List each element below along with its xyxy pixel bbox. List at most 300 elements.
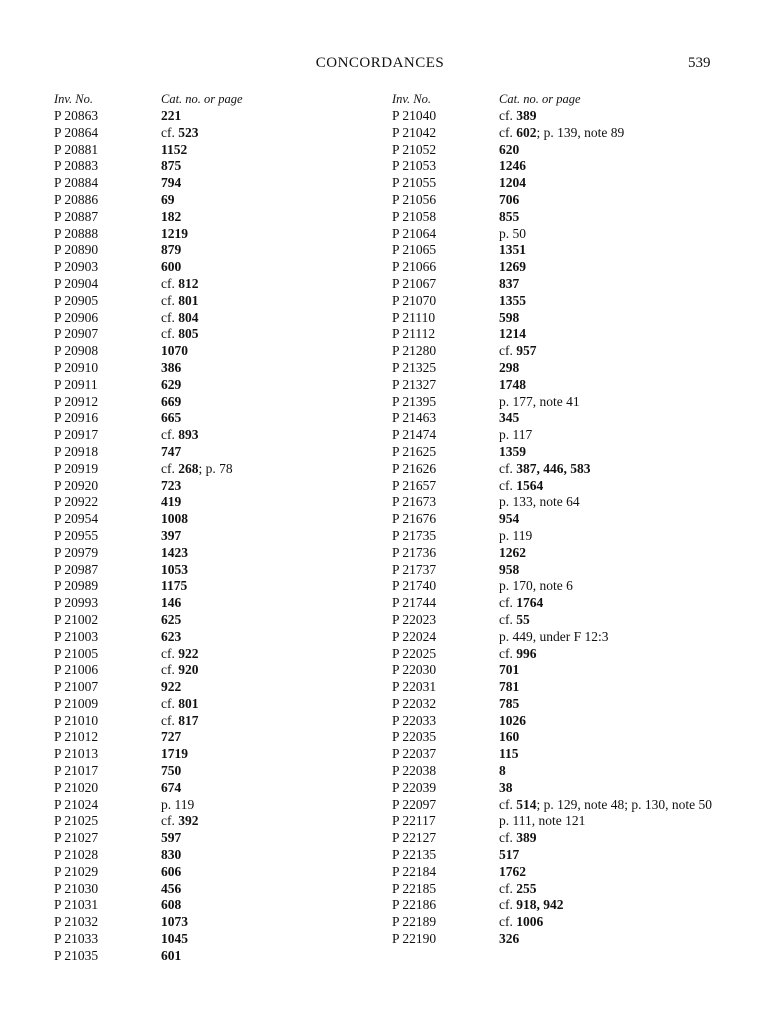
inv-number: P 20916 (54, 410, 99, 426)
table-row (392, 662, 722, 679)
table-row (392, 192, 722, 209)
catalogue-number: 389 (516, 108, 537, 123)
table-row (392, 259, 722, 276)
catalogue-reference (161, 528, 391, 545)
table-row (392, 142, 722, 159)
inv-number: P 21474 (392, 427, 437, 443)
inv-number: P 21112 (392, 326, 436, 342)
reference-text: cf. (161, 712, 179, 728)
table-row (54, 410, 384, 427)
inv-number: P 20918 (54, 443, 99, 459)
catalogue-reference (161, 595, 391, 612)
catalogue-number: 785 (499, 695, 520, 711)
catalogue-reference (161, 192, 391, 209)
reference-text: cf. (499, 645, 517, 661)
catalogue-reference (499, 142, 729, 159)
catalogue-number: 597 (161, 830, 182, 846)
table-row (54, 948, 384, 965)
catalogue-number: 268 (178, 460, 199, 476)
catalogue-reference (161, 897, 391, 914)
catalogue-reference (499, 360, 729, 377)
catalogue-number: 606 (161, 863, 182, 879)
catalogue-number: 1351 (499, 242, 526, 258)
reference-text: ; p. 78 (198, 460, 233, 476)
inv-number: P 21325 (392, 359, 437, 375)
catalogue-number: 1219 (161, 225, 188, 241)
table-row (392, 696, 722, 713)
catalogue-number: 146 (161, 595, 182, 611)
inv-number: P 21052 (392, 141, 437, 157)
catalogue-reference (499, 562, 729, 579)
catalogue-reference (499, 175, 729, 192)
reference-text: cf. (499, 880, 517, 896)
catalogue-number: 326 (499, 931, 520, 947)
inv-number: P 22184 (392, 863, 437, 879)
inv-number: P 22023 (392, 611, 437, 627)
inv-number: P 21030 (54, 880, 99, 896)
catalogue-number: 918, 942 (516, 897, 564, 913)
catalogue-reference (161, 679, 391, 696)
table-row (392, 125, 722, 142)
table-row (54, 427, 384, 444)
catalogue-number: 608 (161, 897, 182, 913)
table-row (392, 343, 722, 360)
inv-number: P 21031 (54, 897, 99, 913)
catalogue-reference (499, 847, 729, 864)
inv-number: P 22186 (392, 897, 437, 913)
inv-number: P 20908 (54, 343, 99, 359)
catalogue-number: 727 (161, 729, 182, 745)
catalogue-reference (499, 897, 729, 914)
inv-number: P 20979 (54, 544, 99, 560)
catalogue-number: 1359 (499, 443, 526, 459)
table-row (54, 226, 384, 243)
table-row (54, 897, 384, 914)
table-row (54, 595, 384, 612)
reference-text: cf. (161, 326, 179, 342)
inv-number: P 20863 (54, 108, 99, 123)
catalogue-reference (161, 847, 391, 864)
table-row (54, 478, 384, 495)
catalogue-reference (161, 478, 391, 495)
catalogue-number: 665 (161, 410, 182, 426)
inv-number: P 21033 (54, 931, 99, 947)
catalogue-reference (161, 545, 391, 562)
catalogue-number: 879 (161, 242, 182, 258)
catalogue-reference (499, 914, 729, 931)
catalogue-number: 922 (161, 679, 182, 695)
inv-number: P 21395 (392, 393, 437, 409)
catalogue-reference (161, 209, 391, 226)
catalogue-number: 830 (161, 847, 182, 863)
inv-number: P 21740 (392, 578, 437, 594)
table-row (54, 242, 384, 259)
catalogue-number: 1748 (499, 376, 526, 392)
catalogue-number: 389 (516, 830, 537, 846)
catalogue-reference (161, 259, 391, 276)
catalogue-reference (499, 310, 729, 327)
inv-number: P 20903 (54, 259, 99, 275)
catalogue-number: 781 (499, 679, 520, 695)
table-row (54, 125, 384, 142)
table-row (392, 729, 722, 746)
table-row (54, 545, 384, 562)
inv-number: P 20993 (54, 595, 99, 611)
catalogue-reference (499, 729, 729, 746)
catalogue-number: 1262 (499, 544, 526, 560)
inv-number: P 20904 (54, 275, 99, 291)
catalogue-reference (161, 394, 391, 411)
inv-number: P 22135 (392, 847, 437, 863)
inv-number: P 21020 (54, 779, 99, 795)
left-column (54, 92, 384, 965)
inv-number: P 20955 (54, 527, 99, 543)
table-row (392, 511, 722, 528)
catalogue-reference (161, 713, 391, 730)
table-row (54, 293, 384, 310)
table-row (392, 713, 722, 730)
catalogue-number: 8 (499, 763, 506, 779)
catalogue-number: 1204 (499, 175, 526, 191)
catalogue-reference (499, 293, 729, 310)
reference-text: cf. (499, 343, 517, 359)
catalogue-reference (499, 192, 729, 209)
catalogue-number: 837 (499, 275, 520, 291)
table-row (392, 310, 722, 327)
inv-number: P 21737 (392, 561, 437, 577)
table-row (54, 108, 384, 125)
inv-number: P 21012 (54, 729, 99, 745)
table-row (392, 931, 722, 948)
inv-number: P 21657 (392, 477, 437, 493)
table-row (54, 713, 384, 730)
catalogue-reference (161, 830, 391, 847)
table-row (54, 847, 384, 864)
catalogue-reference (161, 377, 391, 394)
catalogue-number: 1152 (161, 141, 188, 157)
inv-number: P 21025 (54, 813, 99, 829)
table-row (54, 276, 384, 293)
catalogue-reference (499, 813, 729, 830)
inv-number: P 20890 (54, 242, 99, 258)
reference-text: cf. (161, 292, 179, 308)
inv-number: P 20887 (54, 208, 99, 224)
inv-number: P 21625 (392, 443, 437, 459)
table-row (392, 830, 722, 847)
catalogue-number: 620 (499, 141, 520, 157)
table-row (54, 394, 384, 411)
catalogue-number: 1070 (161, 343, 188, 359)
inv-number: P 21028 (54, 847, 99, 863)
reference-text: ; p. 129, note 48; p. 130, note 50 (536, 796, 712, 812)
table-row (54, 729, 384, 746)
inv-number: P 20905 (54, 292, 99, 308)
inv-number: P 21040 (392, 108, 437, 123)
catalogue-number: 922 (178, 645, 199, 661)
catalogue-number: 1269 (499, 259, 526, 275)
inv-number: P 20954 (54, 511, 99, 527)
catalogue-reference (161, 125, 391, 142)
catalogue-number: 392 (178, 813, 199, 829)
table-row (392, 175, 722, 192)
table-row (54, 494, 384, 511)
catalogue-reference (499, 881, 729, 898)
reference-text: cf. (161, 427, 179, 443)
catalogue-reference (499, 679, 729, 696)
catalogue-number: 517 (499, 847, 520, 863)
catalogue-number: 255 (516, 880, 537, 896)
table-row (54, 528, 384, 545)
catalogue-reference (499, 528, 729, 545)
table-row (392, 293, 722, 310)
catalogue-number: 1214 (499, 326, 526, 342)
table-row (392, 226, 722, 243)
catalogue-number: 600 (161, 259, 182, 275)
table-row (54, 209, 384, 226)
catalogue-number: 812 (178, 275, 199, 291)
inv-number: P 21032 (54, 914, 99, 930)
table-row (54, 864, 384, 881)
inv-number: P 21110 (392, 309, 436, 325)
catalogue-number: 1008 (161, 511, 188, 527)
table-row (54, 578, 384, 595)
table-row (392, 612, 722, 629)
inv-number: P 21003 (54, 628, 99, 644)
catalogue-number: 397 (161, 527, 182, 543)
catalogue-reference (161, 881, 391, 898)
catalogue-reference (161, 175, 391, 192)
catalogue-number: 514 (516, 796, 537, 812)
catalogue-number: 920 (178, 662, 199, 678)
catalogue-reference (499, 276, 729, 293)
catalogue-reference (499, 629, 729, 646)
catalogue-reference (161, 461, 391, 478)
reference-text: cf. (499, 460, 517, 476)
catalogue-reference (161, 410, 391, 427)
catalogue-number: 629 (161, 376, 182, 392)
inv-number: P 21735 (392, 527, 437, 543)
catalogue-number: 160 (499, 729, 520, 745)
table-row (392, 545, 722, 562)
inv-number: P 21626 (392, 460, 437, 476)
table-row (54, 175, 384, 192)
table-row (392, 242, 722, 259)
reference-text: cf. (499, 830, 517, 846)
catalogue-reference (499, 830, 729, 847)
catalogue-reference (161, 293, 391, 310)
catalogue-number: 1246 (499, 158, 526, 174)
reference-text: p. 119 (161, 796, 195, 812)
table-row (392, 629, 722, 646)
table-row (54, 746, 384, 763)
catalogue-reference (499, 394, 729, 411)
table-row (54, 310, 384, 327)
inv-number: P 21035 (54, 947, 99, 963)
catalogue-number: 804 (178, 309, 199, 325)
table-row (392, 578, 722, 595)
column-header (54, 92, 384, 108)
inv-number: P 21002 (54, 611, 99, 627)
inv-number: P 21327 (392, 376, 437, 392)
inv-number: P 22031 (392, 679, 437, 695)
catalogue-number: 345 (499, 410, 520, 426)
inv-number: P 21042 (392, 124, 437, 140)
reference-text: p. 170, note 6 (499, 578, 573, 594)
catalogue-number: 674 (161, 779, 182, 795)
inv-number: P 21027 (54, 830, 99, 846)
table-row (392, 394, 722, 411)
cat-no-header: Cat. no. or page (161, 92, 243, 106)
table-row (54, 914, 384, 931)
page-title: CONCORDANCES (315, 55, 445, 71)
table-row (54, 562, 384, 579)
table-row (54, 192, 384, 209)
catalogue-reference (499, 662, 729, 679)
catalogue-reference (161, 662, 391, 679)
catalogue-number: 875 (161, 158, 182, 174)
inv-number: P 21736 (392, 544, 437, 560)
catalogue-reference (161, 696, 391, 713)
catalogue-number: 1073 (161, 914, 188, 930)
table-row (54, 696, 384, 713)
inv-number: P 20912 (54, 393, 99, 409)
inv-number: P 20919 (54, 460, 99, 476)
table-row (392, 881, 722, 898)
inv-number: P 22030 (392, 662, 437, 678)
catalogue-number: 750 (161, 763, 182, 779)
table-row (54, 763, 384, 780)
reference-text: p. 111, note 121 (499, 813, 586, 829)
inv-number: P 20906 (54, 309, 99, 325)
inv-number: P 21055 (392, 175, 437, 191)
inv-number: P 20907 (54, 326, 99, 342)
inv-number: P 22190 (392, 931, 437, 947)
inv-number: P 21006 (54, 662, 99, 678)
catalogue-reference (161, 931, 391, 948)
inv-number: P 21058 (392, 208, 437, 224)
catalogue-reference (161, 242, 391, 259)
inv-number: P 22097 (392, 796, 437, 812)
inv-number: P 20989 (54, 578, 99, 594)
table-row (54, 511, 384, 528)
catalogue-reference (161, 864, 391, 881)
catalogue-number: 794 (161, 175, 182, 191)
reference-text: cf. (499, 108, 517, 123)
catalogue-number: 625 (161, 611, 182, 627)
catalogue-reference (499, 713, 729, 730)
inv-number: P 20922 (54, 494, 99, 510)
catalogue-reference (161, 226, 391, 243)
inv-number: P 21066 (392, 259, 437, 275)
inv-number: P 21010 (54, 712, 99, 728)
catalogue-number: 954 (499, 511, 520, 527)
catalogue-reference (499, 125, 729, 142)
catalogue-reference (499, 108, 729, 125)
table-row (54, 444, 384, 461)
catalogue-number: 817 (178, 712, 199, 728)
table-row (54, 377, 384, 394)
reference-text: p. 177, note 41 (499, 393, 580, 409)
catalogue-number: 298 (499, 359, 520, 375)
reference-text: cf. (499, 477, 517, 493)
inv-number: P 21070 (392, 292, 437, 308)
catalogue-number: 706 (499, 191, 520, 207)
catalogue-reference (161, 444, 391, 461)
inv-number: P 21673 (392, 494, 437, 510)
table-row (54, 813, 384, 830)
reference-text: cf. (499, 611, 517, 627)
reference-text: cf. (161, 813, 179, 829)
running-head (0, 55, 760, 77)
inv-number: P 21013 (54, 746, 99, 762)
table-row (392, 562, 722, 579)
inv-number: P 20886 (54, 191, 99, 207)
catalogue-number: 1719 (161, 746, 188, 762)
left-rows (54, 108, 384, 965)
catalogue-reference (161, 310, 391, 327)
catalogue-number: 1762 (499, 863, 526, 879)
catalogue-reference (161, 427, 391, 444)
inv-number: P 20917 (54, 427, 99, 443)
catalogue-number: 1006 (516, 914, 544, 930)
catalogue-reference (161, 612, 391, 629)
inv-number: P 21065 (392, 242, 437, 258)
inv-no-header: Inv. No. (392, 92, 431, 106)
catalogue-reference (499, 696, 729, 713)
table-row (54, 142, 384, 159)
table-row (54, 158, 384, 175)
table-row (54, 662, 384, 679)
column-header (392, 92, 722, 108)
catalogue-reference (161, 813, 391, 830)
inv-number: P 21463 (392, 410, 437, 426)
inv-number: P 22038 (392, 763, 437, 779)
reference-text: cf. (499, 796, 517, 812)
table-row (392, 797, 722, 814)
inv-number: P 21056 (392, 191, 437, 207)
reference-text: cf. (499, 914, 517, 930)
table-row (392, 461, 722, 478)
reference-text: cf. (161, 645, 179, 661)
catalogue-number: 669 (161, 393, 182, 409)
inv-number: P 22033 (392, 712, 437, 728)
table-row (54, 931, 384, 948)
catalogue-reference (161, 729, 391, 746)
catalogue-reference (161, 562, 391, 579)
table-row (392, 595, 722, 612)
catalogue-number: 523 (178, 124, 199, 140)
catalogue-number: 1764 (516, 595, 544, 611)
catalogue-number: 801 (178, 695, 199, 711)
table-row (392, 478, 722, 495)
right-column (392, 92, 722, 948)
table-row (54, 797, 384, 814)
inv-number: P 21029 (54, 863, 99, 879)
catalogue-reference (161, 780, 391, 797)
catalogue-number: 1175 (161, 578, 188, 594)
catalogue-reference (161, 763, 391, 780)
reference-text: ; p. 139, note 89 (536, 124, 625, 140)
table-row (392, 427, 722, 444)
table-row (54, 780, 384, 797)
catalogue-number: 805 (178, 326, 199, 342)
catalogue-number: 1045 (161, 931, 188, 947)
catalogue-number: 701 (499, 662, 520, 678)
table-row (392, 377, 722, 394)
table-row (54, 629, 384, 646)
table-row (392, 494, 722, 511)
catalogue-number: 221 (161, 108, 182, 123)
